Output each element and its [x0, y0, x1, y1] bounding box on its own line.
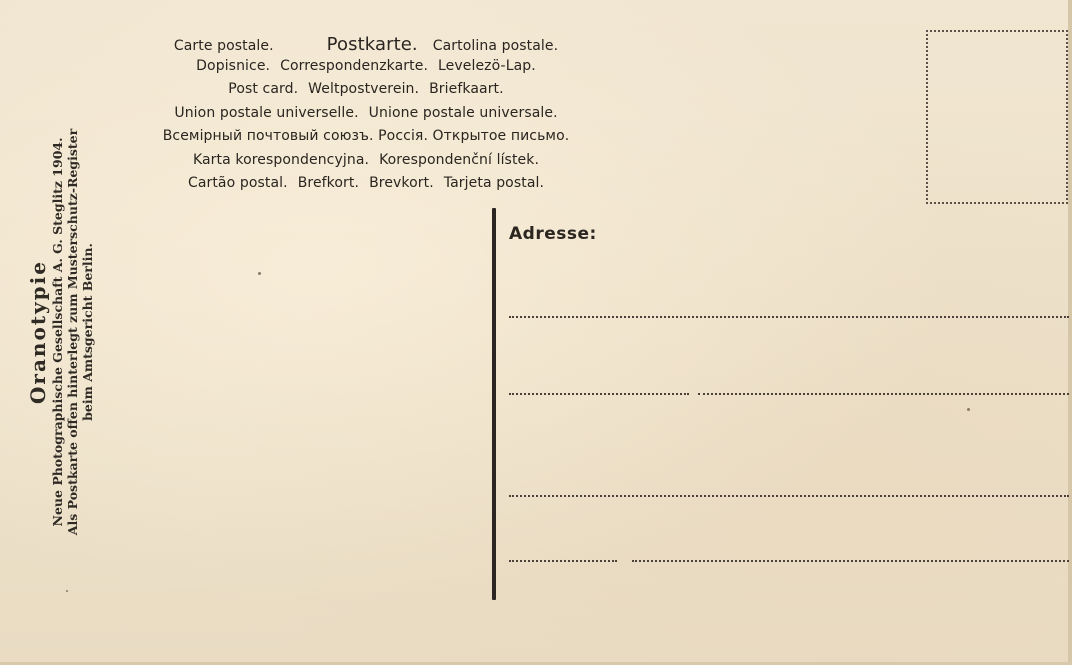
header-text: Correspondenzkarte.	[280, 57, 429, 74]
header-title: Postkarte.	[326, 34, 418, 55]
header-text: Karta korespondencyjna.	[192, 151, 370, 168]
header-text: Dopisnice.	[196, 57, 271, 74]
stamp-box	[926, 30, 1068, 204]
paper-speck	[66, 590, 68, 592]
publisher-imprint-rotated	[26, 72, 95, 592]
header-text: Cartolina postale.	[432, 38, 559, 54]
header-line-3	[96, 81, 636, 105]
center-divider	[492, 208, 496, 600]
publisher-line-3: beim Amtsgericht Berlin.	[80, 243, 95, 421]
multilingual-header	[96, 34, 636, 199]
header-line-2	[96, 58, 636, 82]
header-text: Brefkort.	[297, 175, 360, 191]
header-line-5	[96, 128, 636, 152]
header-text: Всемірный почтовый союзъ. Россія. Открытое письмо.	[162, 128, 570, 144]
address-line	[509, 495, 1069, 497]
header-text: Weltpostverein.	[308, 81, 420, 97]
address-line	[509, 560, 617, 562]
header-text: Carte postale.	[173, 38, 274, 54]
publisher-line-1: Neue Photographische Gesellschaft A. G. Steglitz 1904.	[50, 137, 65, 527]
header-text: Post card.	[228, 81, 299, 97]
address-label: Adresse:	[509, 224, 597, 244]
header-line-1	[96, 34, 636, 58]
address-line	[698, 393, 1069, 395]
paper-speck	[258, 272, 261, 275]
header-text: Levelezö-Lap.	[438, 57, 536, 74]
header-text: Korespondenční lístek.	[379, 151, 540, 168]
address-line	[632, 560, 1069, 562]
header-line-7	[96, 175, 636, 199]
header-text: Brevkort.	[369, 175, 434, 191]
header-line-6	[96, 152, 636, 176]
address-line	[509, 393, 689, 395]
header-text: Cartão postal.	[187, 175, 288, 191]
header-text: Briefkaart.	[429, 81, 504, 97]
address-line	[509, 316, 1069, 318]
card-edge-right	[1068, 0, 1072, 665]
header-text: Union postale universelle.	[174, 104, 359, 121]
header-text: Unione postale universale.	[368, 104, 558, 121]
publisher-title: Oranotypie	[26, 260, 50, 404]
publisher-line-2: Als Postkarte offen hinterlegt zum Musterschutz-Register	[65, 128, 80, 536]
paper-speck	[967, 408, 970, 411]
header-text: Tarjeta postal.	[443, 175, 545, 191]
header-line-4	[96, 105, 636, 129]
